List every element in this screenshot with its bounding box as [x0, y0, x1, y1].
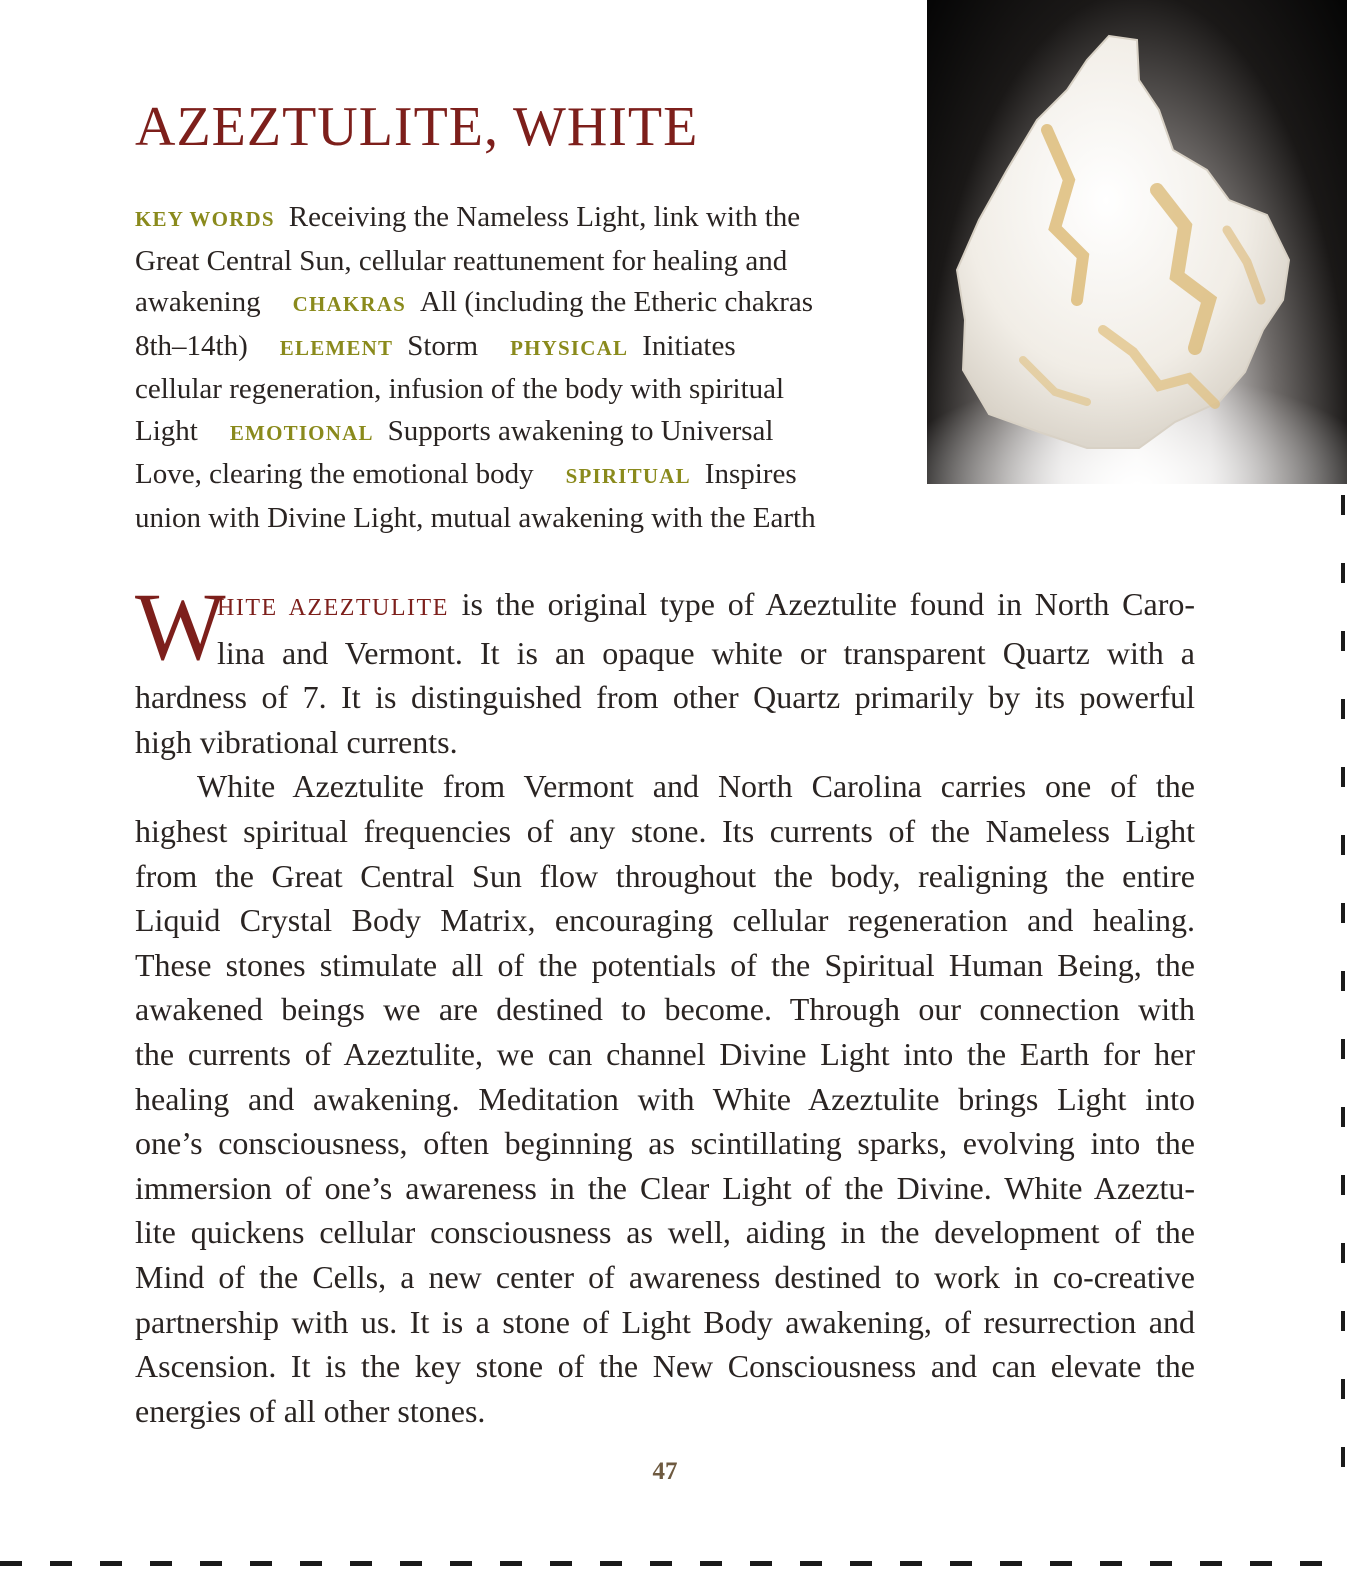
- spiritual-label: SPIRITUAL: [565, 464, 691, 488]
- paragraph-line: lina and Vermont. It is an opaque white or transparent Quartz with a: [217, 634, 1195, 671]
- key-words-text: Great Central Sun, cellular reattunement for healing and: [135, 244, 788, 277]
- emotional-label: EMOTIONAL: [229, 420, 374, 445]
- paragraph-line: Mind of the Cells, a new center of awareness destined to work in co-creative: [135, 1258, 1195, 1295]
- paragraph-line: Liquid Crystal Body Matrix, encouraging cellular regeneration and healing.: [135, 902, 1195, 939]
- paragraph-line: lite quickens cellular consciousness as well, aiding in the development of the: [135, 1214, 1195, 1251]
- description-body: [135, 573, 1196, 1433]
- key-words-text: awakening: [135, 286, 261, 318]
- chakras-text: 8th–14th): [135, 329, 248, 362]
- spiritual-text: Inspires: [704, 458, 797, 490]
- paragraph-line: immersion of one’s awareness in the Clear Light of the Divine. White Azeztu-: [135, 1169, 1195, 1206]
- spiritual-text: union with Divine Light, mutual awakening with the Earth: [135, 501, 816, 534]
- emotional-text: Love, clearing the emotional body: [135, 458, 534, 490]
- paragraph-line: Ascension. It is the key stone of the New Consciousness and can elevate the: [135, 1348, 1195, 1385]
- summary-line: [135, 326, 895, 370]
- summary-line: [135, 454, 895, 498]
- paragraph-line: the currents of Azeztulite, we can channel Divine Light into the Earth for her: [135, 1035, 1195, 1072]
- lead-text: is the original type of Azeztulite found in North Caro-: [461, 586, 1196, 622]
- crop-marks-right: [1341, 495, 1347, 1515]
- summary-line: [135, 369, 895, 411]
- physical-text: Light: [135, 414, 198, 447]
- emotional-text: Supports awakening to Universal: [387, 414, 774, 447]
- paragraph-line: awakened beings we are destined to become. Through our connection with: [135, 991, 1195, 1028]
- paragraph-line: White Azeztulite from Vermont and North Carolina carries one of the: [197, 768, 1195, 805]
- paragraph-line: hardness of 7. It is distinguished from other Quartz primarily by its powerful: [135, 679, 1195, 716]
- paragraph-line: [135, 582, 1195, 631]
- key-words-text: Receiving the Nameless Light, link with the: [288, 201, 801, 233]
- element-text: Storm: [407, 329, 479, 362]
- physical-label: PHYSICAL: [510, 335, 629, 360]
- element-label: ELEMENT: [279, 335, 394, 360]
- paragraph-line: from the Great Central Sun flow throughout the body, realigning the entire: [135, 857, 1195, 894]
- page-number: 47: [652, 1458, 678, 1485]
- stone-photo: [927, 0, 1347, 484]
- paragraph-line: high vibrational currents.: [135, 723, 458, 760]
- paragraph-line: one’s consciousness, often beginning as scintillating sparks, evolving into the: [135, 1125, 1195, 1162]
- page-title: AZEZTULITE, WHITE: [135, 96, 699, 158]
- chakras-text: All (including the Etheric chakras: [420, 286, 814, 318]
- summary-line: [135, 498, 895, 540]
- chakras-label: CHAKRAS: [292, 292, 407, 316]
- summary-line: [135, 411, 895, 455]
- stone-summary: [135, 197, 895, 539]
- drop-cap: W: [135, 573, 226, 680]
- paragraph-line: partnership with us. It is a stone of Light Body awakening, of resurrection and: [135, 1303, 1195, 1340]
- paragraph-line: These stones stimulate all of the potentials of the Spiritual Human Being, the: [135, 946, 1195, 983]
- summary-line: [135, 197, 895, 241]
- paragraph-line: energies of all other stones.: [135, 1392, 486, 1429]
- summary-line: [135, 241, 895, 283]
- crop-marks-bottom: [0, 1561, 1347, 1566]
- physical-text: cellular regeneration, infusion of the body with spiritual: [135, 373, 785, 405]
- lead-smallcaps: HITE AZEZTULITE: [217, 595, 449, 621]
- key-words-label: KEY WORDS: [135, 207, 275, 231]
- summary-line: [135, 282, 895, 326]
- physical-text: Initiates: [642, 329, 736, 362]
- paragraph-line: highest spiritual frequencies of any stone. Its currents of the Nameless Light: [135, 812, 1195, 849]
- paragraph-line: healing and awakening. Meditation with White Azeztulite brings Light into: [135, 1080, 1195, 1117]
